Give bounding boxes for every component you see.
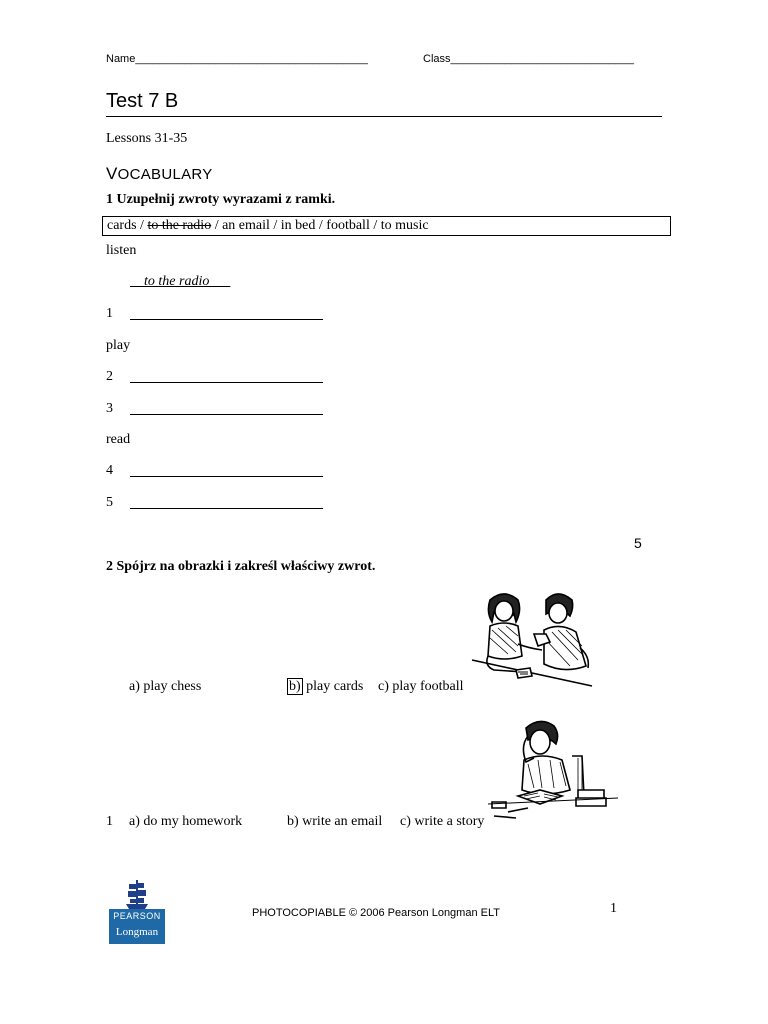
- answer-blank-4[interactable]: [130, 476, 323, 477]
- word-box: [102, 216, 671, 236]
- title-underline: [106, 116, 662, 117]
- kids-playing-cards-illustration: [468, 586, 598, 688]
- verb-listen: listen: [106, 243, 137, 258]
- logo-longman-text: Longman: [115, 926, 159, 938]
- word-box-rest: / an email / in bed / football / to music: [211, 218, 429, 233]
- ship-icon: [125, 880, 149, 909]
- exercise1-score: 5: [634, 535, 642, 551]
- word-box-start: cards /: [107, 218, 148, 233]
- item-number: 3: [106, 401, 113, 416]
- boy-doing-homework-illustration: [488, 716, 618, 822]
- exercise2-instruction: 2 Spójrz na obrazki i zakreśl właściwy zwrot.: [106, 559, 376, 574]
- section-heading-vocabulary: [106, 164, 213, 184]
- option-b-play-cards[interactable]: [287, 679, 363, 695]
- option-c-write-story[interactable]: c) write a story: [400, 814, 485, 829]
- option-b-text: play cards: [302, 679, 364, 694]
- section-heading-initial: V: [106, 164, 118, 183]
- exercise1-instruction: 1 Uzupełnij zwroty wyrazami z ramki.: [106, 192, 336, 207]
- lessons-subtitle: Lessons 31-35: [106, 131, 188, 146]
- item-number: 1: [106, 814, 113, 829]
- item-number: 5: [106, 495, 113, 510]
- item-number: 1: [106, 306, 113, 321]
- option-b-write-email[interactable]: b) write an email: [287, 814, 383, 829]
- item-number: 4: [106, 463, 113, 478]
- verb-play: play: [106, 338, 131, 353]
- example-answer: to the radio: [130, 274, 231, 289]
- copyright-footer: PHOTOCOPIABLE © 2006 Pearson Longman ELT: [252, 907, 500, 919]
- logo-pearson-text: PEARSON: [113, 911, 161, 921]
- word-box-struck-example: to the radio: [147, 218, 212, 233]
- name-field-label: Name______________________________________: [106, 53, 368, 65]
- circled-answer-marker: b): [289, 679, 301, 694]
- section-heading-rest: OCABULARY: [117, 166, 213, 183]
- answer-blank-1[interactable]: [130, 319, 323, 320]
- answer-blank-2[interactable]: [130, 382, 323, 383]
- class-field-label: Class______________________________: [423, 53, 635, 65]
- option-c-play-football[interactable]: c) play football: [378, 679, 464, 694]
- answer-blank-5[interactable]: [130, 508, 323, 509]
- answer-blank-3[interactable]: [130, 414, 323, 415]
- page-number: 1: [610, 901, 617, 916]
- page-title: Test 7 B: [106, 90, 179, 112]
- verb-read: read: [106, 432, 131, 447]
- item-number: 2: [106, 369, 113, 384]
- option-a-play-chess[interactable]: a) play chess: [129, 679, 202, 694]
- pearson-longman-logo: [109, 880, 165, 944]
- option-a-do-homework[interactable]: a) do my homework: [129, 814, 243, 829]
